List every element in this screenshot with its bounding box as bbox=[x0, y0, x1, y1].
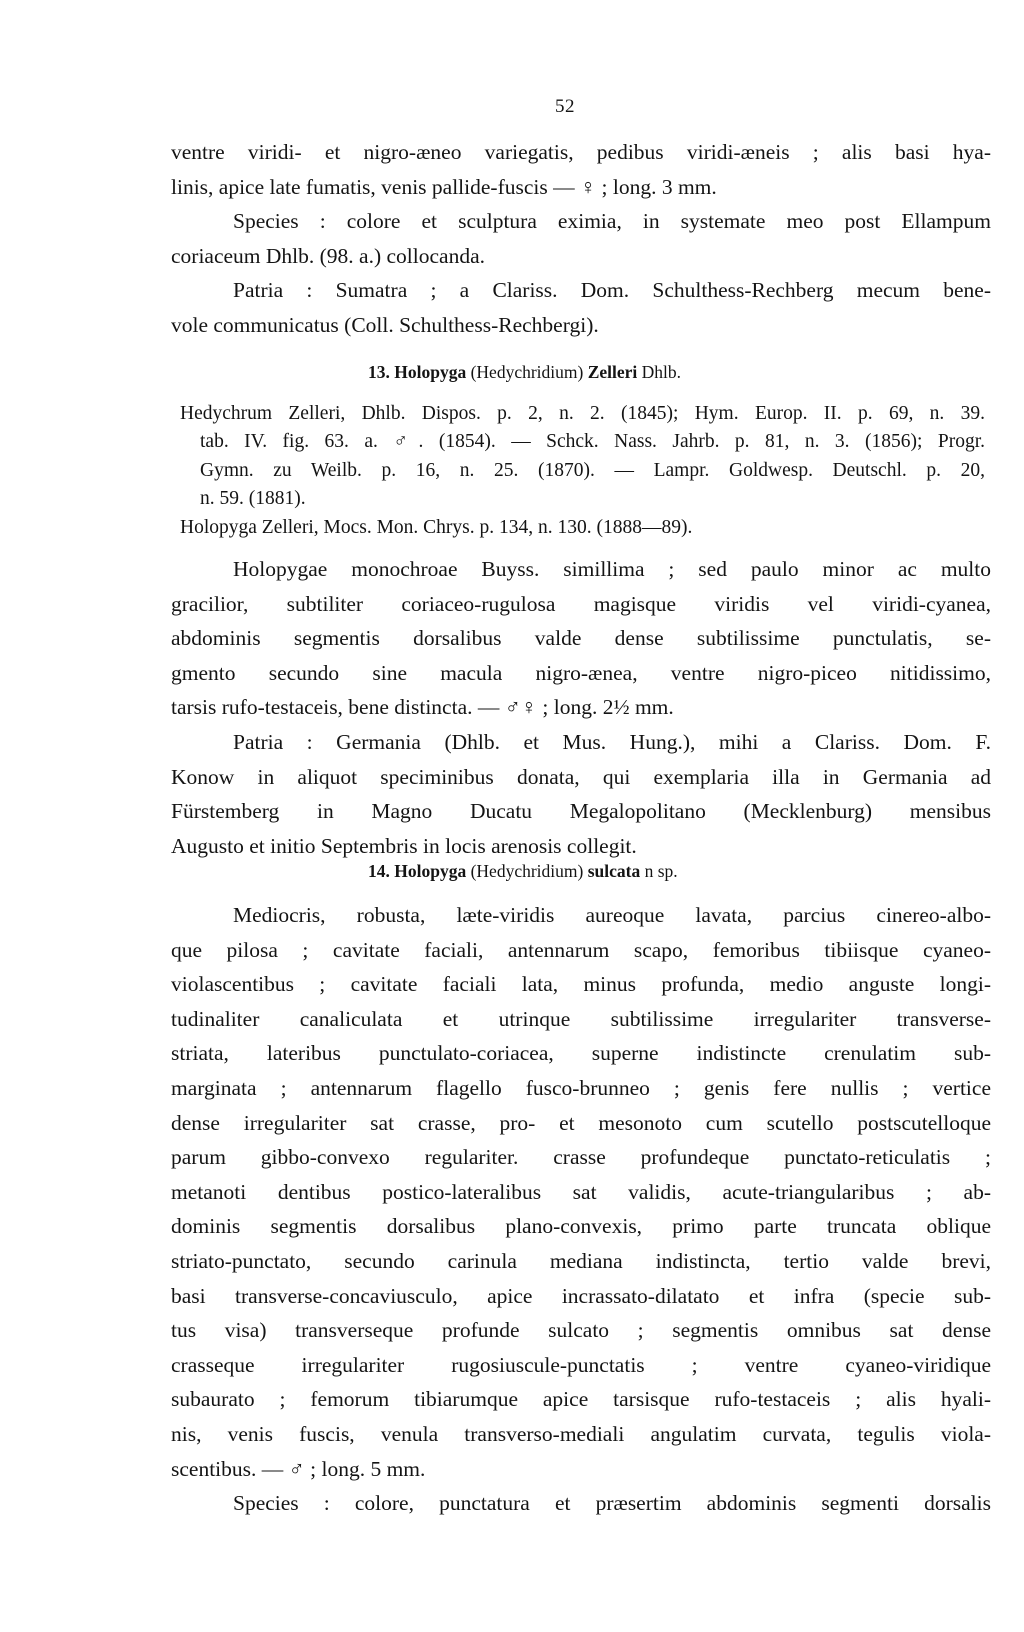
text-line: coriaceum Dhlb. (98. a.) collocanda. bbox=[171, 243, 486, 268]
species-heading-13 bbox=[368, 362, 681, 383]
text-line: Patria : Sumatra ; a Clariss. Dom. Schulthess-Rechberg mecum bene- bbox=[233, 278, 991, 303]
text-line: scentibus. — ♂ ; long. 5 mm. bbox=[171, 1456, 426, 1481]
synonymy-line: Gymn. zu Weilb. p. 16, n. 25. (1870). — Lampr. Goldwesp. Deutschl. p. 20, bbox=[200, 459, 985, 481]
text-line: Augusto et initio Septembris in locis arenosis collegit. bbox=[171, 833, 637, 858]
synonymy-line: Hedychrum Zelleri, Dhlb. Dispos. p. 2, n. 2. (1845); Hym. Europ. II. p. 69, n. 39. bbox=[180, 403, 985, 424]
species-number: 13. bbox=[368, 362, 390, 382]
species-name: sulcata bbox=[587, 861, 641, 881]
synonymy-line: n. 59. (1881). bbox=[200, 488, 306, 510]
text-line: Holopygae monochroae Buyss. simillima ; sed paulo minor ac multo bbox=[233, 557, 991, 581]
text-line: subaurato ; femorum tibiarumque apice tarsisque rufo-testaceis ; alis hyali- bbox=[171, 1387, 991, 1412]
subgenus-name: (Hedychridium) bbox=[470, 362, 584, 382]
synonymy-line: tab. IV. fig. 63. a. ♂. (1854). — Schck. Nass. Jahrb. p. 81, n. 3. (1856); Progr. bbox=[200, 431, 985, 453]
text-line: ventre viridi- et nigro-æneo variegatis, pedibus viridi-æneis ; alis basi hya- bbox=[171, 140, 991, 164]
text-line: tarsis rufo-testaceis, bene distincta. — ♂♀ ; long. 2½ mm. bbox=[171, 695, 674, 720]
text-line: tudinaliter canaliculata et utrinque subtilissime irregulariter transverse- bbox=[171, 1006, 991, 1031]
text-line: striata, lateribus punctulato-coriacea, superne indistincte crenulatim sub- bbox=[171, 1041, 991, 1066]
text-line: gracilior, subtiliter coriaceo-rugulosa magisque viridis vel viridi-cyanea, bbox=[171, 591, 991, 616]
text-line: marginata ; antennarum flagello fusco-brunneo ; genis fere nullis ; vertice bbox=[171, 1075, 991, 1100]
text-line: basi transverse-concaviusculo, apice incrassato-dilatato et infra (specie sub- bbox=[171, 1283, 991, 1308]
synonymy-line: Holopyga Zelleri, Mocs. Mon. Chrys. p. 134, n. 130. (1888—89). bbox=[180, 516, 693, 538]
text-line: Mediocris, robusta, læte-viridis aureoque lavata, parcius cinereo-albo- bbox=[233, 903, 991, 927]
paragraph-description-13 bbox=[171, 552, 991, 863]
text-line: abdominis segmentis dorsalibus valde dense subtilissime punctulatis, se- bbox=[171, 626, 991, 651]
text-line: linis, apice late fumatis, venis pallide-fuscis — ♀ ; long. 3 mm. bbox=[171, 174, 717, 199]
text-line: metanoti dentibus postico-lateralibus sat validis, acute-triangularibus ; ab- bbox=[171, 1179, 991, 1204]
subgenus-name: (Hedychridium) bbox=[470, 861, 584, 881]
genus-name: Holopyga bbox=[394, 362, 467, 382]
text-line: Patria : Germania (Dhlb. et Mus. Hung.), mihi a Clariss. Dom. F. bbox=[233, 729, 991, 754]
text-line: Konow in aliquot speciminibus donata, qui exemplaria illa in Germania ad bbox=[171, 764, 991, 789]
author-name: Dhlb. bbox=[641, 362, 682, 382]
synonymy-13 bbox=[180, 400, 985, 542]
text-line: Species : colore, punctatura et præsertim abdominis segmenti dorsalis bbox=[233, 1491, 991, 1516]
text-line: violascentibus ; cavitate faciali lata, minus profunda, medio anguste longi- bbox=[171, 972, 991, 997]
text-line: vole communicatus (Coll. Schulthess-Rechbergi). bbox=[171, 312, 599, 337]
genus-name: Holopyga bbox=[394, 861, 467, 881]
text-line: que pilosa ; cavitate faciali, antennarum scapo, femoribus tibiisque cyaneo- bbox=[171, 937, 991, 962]
text-line: dominis segmentis dorsalibus plano-convexis, primo parte truncata oblique bbox=[171, 1214, 991, 1239]
paragraph-intro bbox=[171, 135, 991, 343]
species-heading-14 bbox=[368, 861, 678, 882]
page-number: 52 bbox=[555, 96, 575, 117]
text-line: tus visa) transverseque profunde sulcato ; segmentis omnibus sat dense bbox=[171, 1318, 991, 1343]
text-line: parum gibbo-convexo regulariter. crasse profundeque punctato-reticulatis ; bbox=[171, 1145, 991, 1170]
author-name: n sp. bbox=[644, 861, 678, 881]
text-line: striato-punctato, secundo carinula mediana indistincta, tertio valde brevi, bbox=[171, 1248, 991, 1273]
text-line: Species : colore et sculptura eximia, in systemate meo post Ellampum bbox=[233, 209, 991, 234]
text-line: gmento secundo sine macula nigro-ænea, ventre nigro-piceo nitidissimo, bbox=[171, 660, 991, 685]
text-line: nis, venis fuscis, venula transverso-mediali angulatim curvata, tegulis viola- bbox=[171, 1421, 991, 1446]
species-name: Zelleri bbox=[587, 362, 638, 382]
text-line: crasseque irregulariter rugosiuscule-punctatis ; ventre cyaneo-viridique bbox=[171, 1352, 991, 1377]
text-line: dense irregulariter sat crasse, pro- et mesonoto cum scutello postscutelloque bbox=[171, 1110, 991, 1135]
text-line: Fürstemberg in Magno Ducatu Megalopolitano (Mecklenburg) mensibus bbox=[171, 799, 991, 824]
paragraph-description-14 bbox=[171, 898, 991, 1521]
species-number: 14. bbox=[368, 861, 390, 881]
